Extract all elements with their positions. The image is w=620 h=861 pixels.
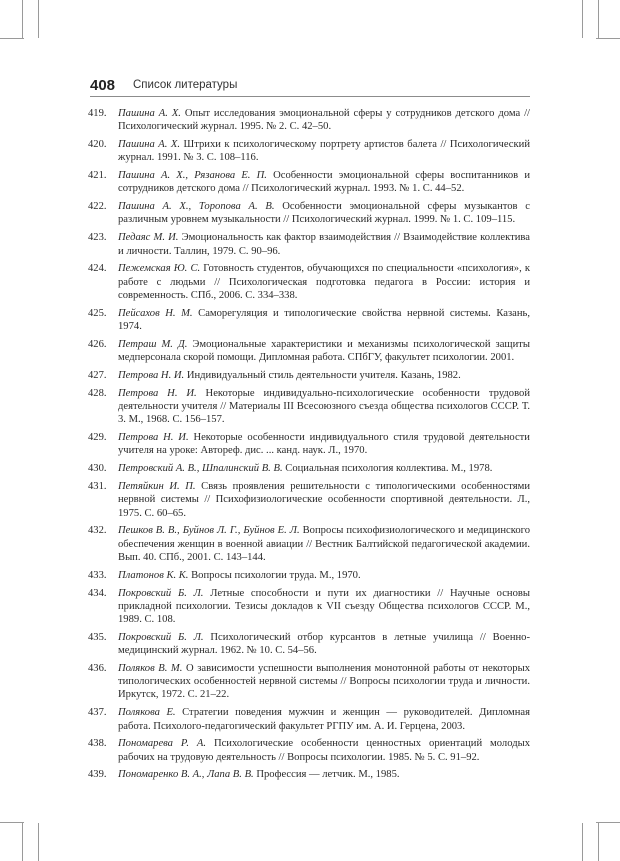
reference-number: 432. [88,525,107,537]
reference-text: Штрихи к психологическому портрету артистов балета // Психологический журнал. 1991. № 3. С. 108–116. [118,139,530,164]
reference-number: 429. [88,432,107,444]
reference-text: Готовность студентов, обучающихся по специальности «психология», к работе с людьми // Психологическая подготовка педагога в России: история и современность. СПб., 2006. С. 334–338. [118,263,530,301]
reference-item [88,524,530,564]
reference-number: 437. [88,707,107,719]
reference-text: Психологический отбор курсантов в летные училища // Военно-медицинский журнал. 1962. № 10. С. 54–56. [118,631,530,657]
reference-author: Петяйкин И. П. [118,481,196,493]
reference-number: 435. [88,631,107,643]
reference-number: 438. [88,738,107,750]
reference-number: 423. [88,232,107,244]
crop-mark [22,823,23,861]
reference-number: 439. [88,769,107,781]
reference-item [88,231,530,257]
reference-text: Вопросы психофизиологического и медицинского обеспечения женщин в военной авиации // Вестник Балтийской педагогической академии. Вып. 40. СПб., 2001. С. 143–144. [118,525,531,563]
reference-author: Петрова Н. И. [118,369,185,381]
crop-mark [582,823,583,861]
reference-text: Особенности эмоциональной сферы воспитанников и сотрудников детского дома // Психологический журнал. 1993. № 1. С. 44–52. [118,170,530,195]
reference-text: Некоторые особенности индивидуального стиля трудовой деятельности учителя на уроке: Автореф. дис. ... канд. наук. Л., 1970. [118,432,530,457]
crop-mark [596,38,620,39]
reference-text: Психологические особенности ценностных ориентаций молодых рабочих на трудовую деятельность // Вопросы психологии. 1985. № 5. С. 91–92. [118,738,530,763]
reference-text: Вопросы психологии труда. М., 1970. [188,569,361,581]
reference-text: Стратегии поведения мужчин и женщин — руководителей. Дипломная работа. Психолого-педагогический факультет РГПУ им. А. И. Герцена, 2003. [118,707,530,732]
reference-item [88,338,530,364]
reference-author: Петровский А. В., Шпалинский В. В. [118,463,283,475]
crop-mark [22,0,23,38]
reference-number: 420. [88,139,107,151]
reference-number: 428. [88,387,107,399]
crop-mark [0,38,24,39]
reference-item [88,169,530,195]
reference-number: 433. [88,569,107,581]
reference-number: 424. [88,263,107,275]
header-rule [90,96,530,97]
reference-item [88,662,530,702]
page-header [90,77,530,97]
reference-author: Пашина А. Х., Рязанова Е. П. [118,170,267,182]
reference-author: Пейсахов Н. М. [118,307,193,319]
crop-mark [596,822,620,823]
reference-text: Особенности эмоциональной сферы музыкантов с различным уровнем музыкальности // Психологический журнал. 1999. № 1. С. 109–115. [118,201,530,226]
reference-item [88,138,530,164]
reference-item [88,480,530,520]
reference-item [88,569,530,582]
reference-item [88,462,530,475]
reference-item [88,387,530,427]
reference-item [88,706,530,732]
reference-number: 431. [88,481,107,493]
reference-author: Платонов К. К. [118,569,189,581]
reference-text: Индивидуальный стиль деятельности учителя. Казань, 1982. [184,369,461,381]
reference-item [88,737,530,763]
reference-number: 430. [88,463,107,475]
reference-number: 425. [88,307,107,319]
reference-author: Пашина А. Х., Торопова А. В. [118,201,275,213]
crop-mark [0,822,24,823]
reference-author: Пашина А. Х. [118,139,181,151]
reference-text: Профессия — летчик. М., 1985. [253,769,400,781]
reference-number: 427. [88,369,107,381]
reference-number: 422. [88,201,107,213]
reference-author: Покровский Б. Л. [118,631,204,643]
reference-text: Социальная психология коллектива. М., 1978. [282,463,493,475]
crop-mark [598,0,599,38]
reference-item [88,631,530,657]
reference-text: Эмоциональные характеристики и механизмы психологической защиты медперсонала скорой помощи. Дипломная работа. СПбГУ, факультет психологии. 2001. [118,338,530,364]
reference-item [88,200,530,226]
reference-text: Эмоциональность как фактор взаимодействия // Взаимодействие коллектива и личности. Таллин, 1979. С. 90–96. [118,232,530,257]
reference-author: Пежемская Ю. С. [118,263,201,275]
reference-item [88,107,530,133]
reference-text: Связь проявления решительности с типологическими особенностями нервной системы // Психофизиологические особенности спортивной деятельности. Л., 1975. С. 60–65. [118,481,530,519]
reference-text: Летные способности и пути их диагностики // Научные основы прикладной психологии. Тезисы докладов к VII съезду Общества психологов СССР. М., 1989. С. 108. [118,587,530,626]
reference-author: Педаяс М. И. [118,232,179,244]
reference-author: Пономаренко В. А., Лапа В. В. [118,769,254,781]
reference-author: Пономарева Р. А. [118,738,207,750]
reference-item [88,768,530,781]
running-title: Список литературы [133,79,238,91]
reference-item [88,587,530,627]
reference-number: 434. [88,587,107,599]
reference-author: Пашина А. Х. [118,108,181,119]
reference-number: 421. [88,170,107,182]
reference-text: Опыт исследования эмоциональной сферы у сотрудников детского дома // Психологический журнал. 1995. № 2. С. 42–50. [118,108,530,133]
crop-mark [582,0,583,38]
reference-author: Петрова Н. И. [118,387,197,399]
reference-text: Некоторые индивидуально-психологические особенности трудовой деятельности учителя // Материалы III Всесоюзного съезда общества психологов СССР. Т. 3. М., 1968. С. 156–157. [118,387,530,426]
reference-author: Покровский Б. Л. [118,587,204,599]
reference-author: Петрова Н. И. [118,432,189,444]
reference-number: 436. [88,663,107,674]
reference-list [88,107,530,786]
reference-text: Саморегуляция и типологические свойства нервной системы. Казань, 1974. [118,307,530,332]
reference-number: 426. [88,338,107,350]
reference-item [88,262,530,302]
reference-item [88,431,530,457]
reference-author: Пешков В. В., Буйнов Л. Г., Буйнов Е. Л. [118,525,300,537]
reference-author: Полякова Е. [118,707,176,719]
reference-item [88,307,530,333]
reference-item [88,369,530,382]
crop-mark [38,823,39,861]
page-number: 408 [90,77,116,94]
crop-mark [598,823,599,861]
reference-text: О зависимости успешности выполнения монотонной работы от некоторых типологических особенностей нервной системы // Вопросы психологии труда и личности. Иркутск, 1972. С. 21–22. [118,663,530,701]
crop-mark [38,0,39,38]
reference-author: Поляков В. М. [118,663,183,674]
reference-number: 419. [88,108,107,119]
reference-author: Петраш М. Д. [118,338,188,350]
